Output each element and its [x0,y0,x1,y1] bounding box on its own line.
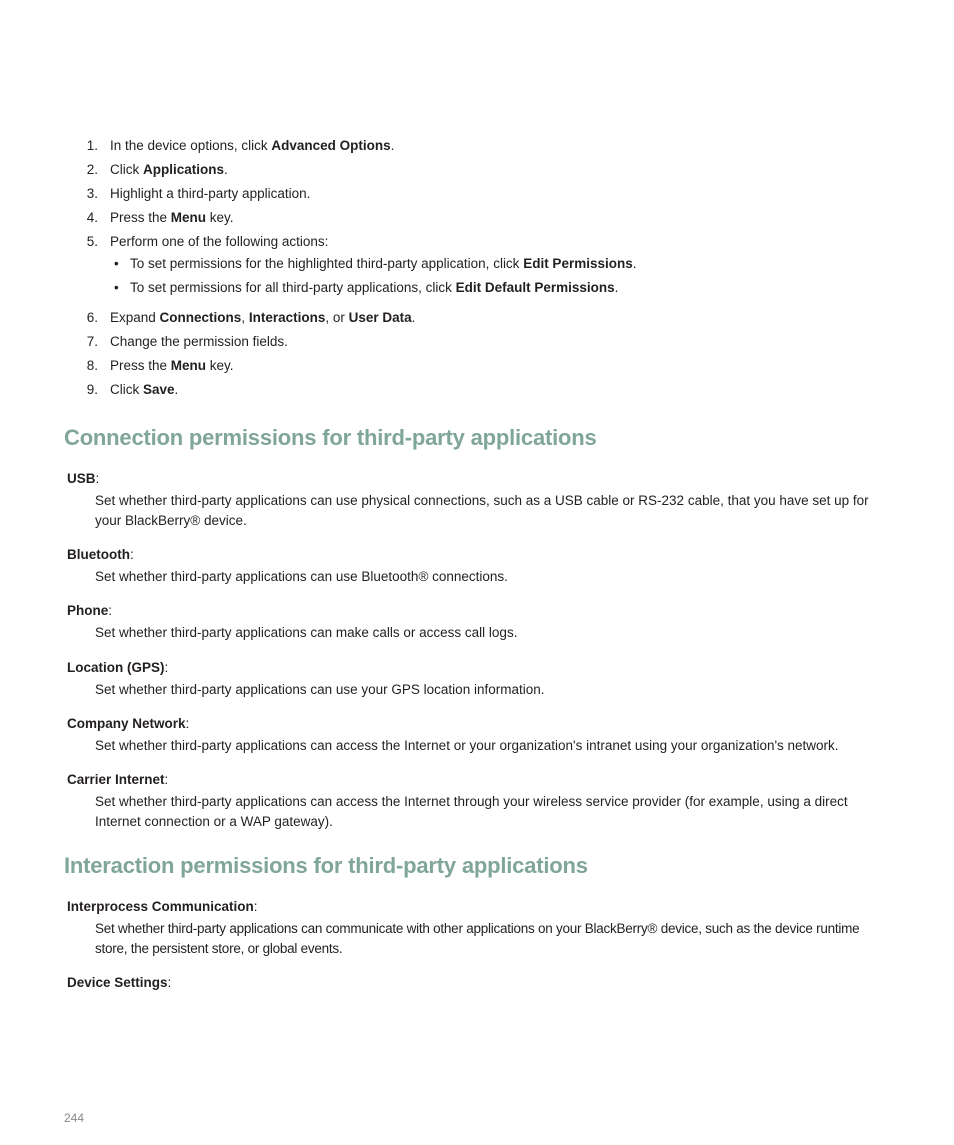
term-device-settings: Device Settings: [67,975,172,990]
step-number: 9. [86,382,98,397]
ui-term: Edit Default Permissions [455,280,615,295]
step-9: 9. Click Save. [0,380,954,404]
section-heading-connection: Connection permissions for third-party applications [64,425,597,450]
ui-term: Menu [170,358,207,373]
step-3: 3. Highlight a third-party application. [0,184,954,208]
bullet-item: • To set permissions for the highlighted third-party application, click Edit Permissions. [114,256,637,271]
ui-term: Applications [143,162,225,177]
bullet-icon: • [114,280,119,295]
procedure-steps [0,136,954,404]
term-interprocess-communication: Interprocess Communication: [67,899,258,914]
definition-usb: Set whether third-party applications can use physical connections, such as a USB cable or RS-232 cable, that you have set up for your BlackBerry® device. [95,493,869,528]
term-carrier-internet: Carrier Internet: [67,772,169,787]
term-company-network: Company Network: [67,716,190,731]
ui-term: Interactions [248,310,326,325]
ui-term: Advanced Options [271,138,391,153]
step-2: 2. Click Applications. [0,160,954,184]
ui-term: Save [143,382,175,397]
term-bluetooth: Bluetooth: [67,547,134,562]
section-heading-interaction: Interaction permissions for third-party applications [64,853,588,878]
step-number: 7. [86,334,98,349]
ui-term: Connections [159,310,242,325]
definition-carrier-internet: Set whether third-party applications can access the Internet through your wireless service provider (for example, using a direct Internet connection or a WAP gateway). [95,794,848,829]
ui-term: User Data [348,310,412,325]
step-number: 1. [86,138,98,153]
step-4: 4. Press the Menu key. [0,208,954,232]
definition-location-gps: Set whether third-party applications can use your GPS location information. [95,682,545,697]
ui-term: Menu [170,210,207,225]
step-number: 3. [86,186,98,201]
step-number: 5. [86,234,98,249]
definition-phone: Set whether third-party applications can make calls or access call logs. [95,625,518,640]
term-location-gps: Location (GPS): [67,660,169,675]
bullet-icon: • [114,256,119,271]
step-1: 1. In the device options, click Advanced Options. [0,136,954,160]
page-number: 244 [64,1111,85,1125]
step-number: 8. [86,358,98,373]
definition-interprocess-communication: Set whether third-party applications can communicate with other applications on your BlackBerry® device, such as the device runtime store, the persistent store, or global events. [95,921,860,956]
step-6: 6. Expand Connections, Interactions, or User Data. [0,308,954,332]
ui-term: Edit Permissions [523,256,633,271]
step-7: 7. Change the permission fields. [0,332,954,356]
step-5: 5. Perform one of the following actions: [0,232,954,255]
bullet-item: • To set permissions for all third-party applications, click Edit Default Permissions. [114,280,619,295]
step-number: 6. [86,310,98,325]
term-phone: Phone: [67,603,113,618]
step-number: 2. [86,162,98,177]
definition-bluetooth: Set whether third-party applications can use Bluetooth® connections. [95,569,508,584]
step-8: 8. Press the Menu key. [0,356,954,380]
term-usb: USB: [67,471,100,486]
step-number: 4. [86,210,98,225]
definition-company-network: Set whether third-party applications can access the Internet or your organization's intranet using your organization's network. [95,738,839,753]
